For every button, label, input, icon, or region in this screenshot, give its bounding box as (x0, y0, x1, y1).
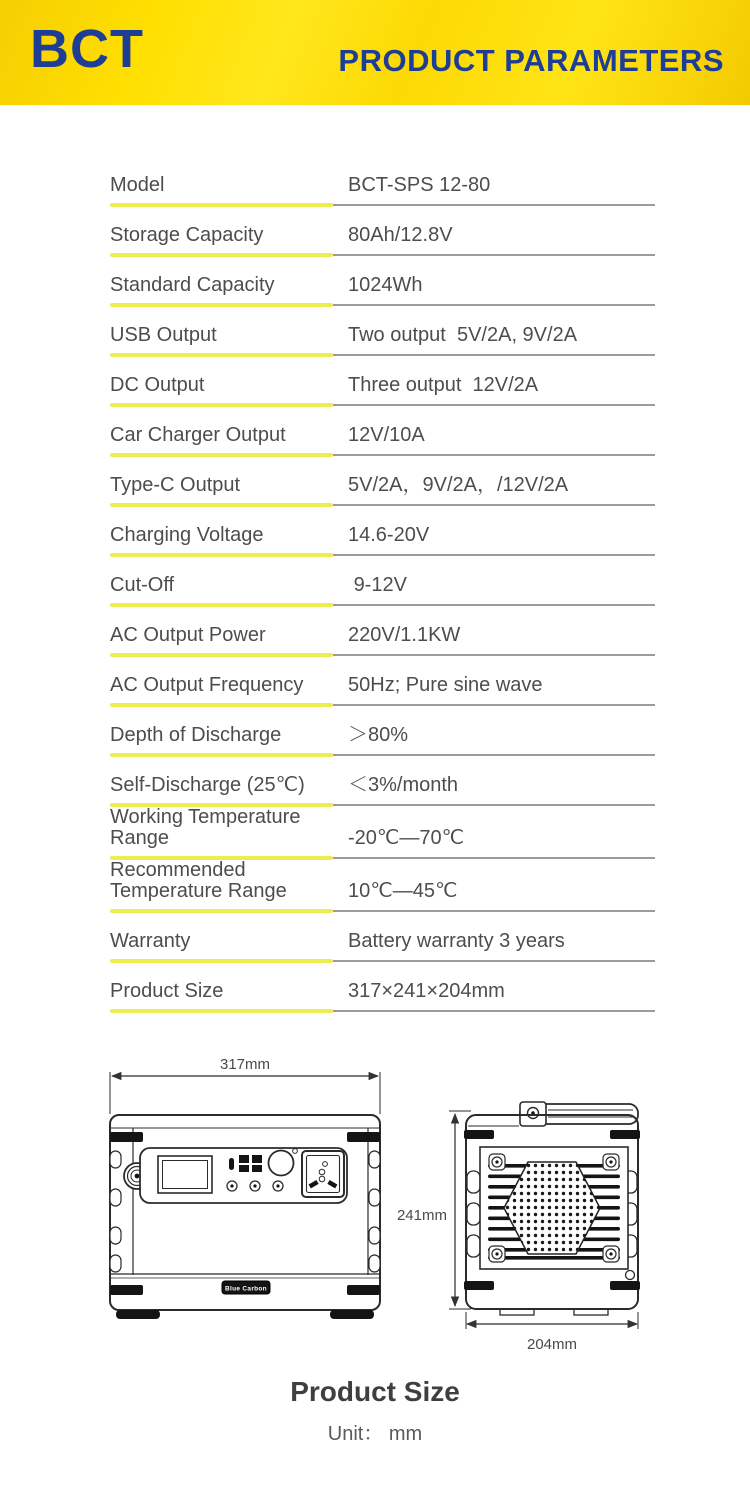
spec-value: 5V/2A，9V/2A，/12V/2A (348, 474, 569, 496)
underline-gray-segment (333, 857, 655, 859)
spec-row (110, 257, 655, 307)
spec-row (110, 860, 655, 913)
spec-row (110, 913, 655, 963)
spec-label: Type-C Output (110, 474, 241, 496)
underline-gray-segment (333, 804, 655, 806)
spec-value: Three output 12V/2A (348, 374, 539, 396)
spec-label: Warranty (110, 930, 191, 952)
spec-table (110, 105, 655, 1013)
underline-gray-segment (333, 554, 655, 556)
underline-gray-segment (333, 254, 655, 256)
product-size-title: Product Size (290, 1376, 460, 1407)
spec-row (110, 157, 655, 207)
footer (0, 1376, 750, 1446)
spec-row (110, 963, 655, 1013)
spec-row (110, 207, 655, 257)
spec-value: 50Hz; Pure sine wave (348, 674, 543, 696)
side-depth-dimension-label: 204mm (526, 1336, 578, 1353)
spec-label: Cut-Off (110, 574, 175, 596)
spec-value: 1024Wh (348, 274, 423, 296)
spec-row (110, 507, 655, 557)
spec-label: Product Size (110, 980, 224, 1002)
spec-value: 317×241×204mm (348, 980, 505, 1002)
spec-value: BCT-SPS 12-80 (348, 174, 491, 196)
spec-label: Recommended Temperature Range (110, 859, 287, 902)
spec-value: Battery warranty 3 years (348, 930, 565, 952)
front-view-drawing (110, 1056, 380, 1319)
underline-yellow-segment (110, 1009, 333, 1013)
spec-value: 10℃—45℃ (348, 880, 458, 902)
spec-row (110, 807, 655, 860)
front-foot (116, 1310, 160, 1319)
spec-label: Model (110, 174, 165, 196)
row-underline (110, 1009, 655, 1013)
brand-badge-label: Blue Carbon (225, 1285, 267, 1293)
spec-label: Charging Voltage (110, 524, 264, 546)
spec-label: USB Output (110, 324, 217, 346)
spec-label: Standard Capacity (110, 274, 275, 296)
underline-gray-segment (333, 654, 655, 656)
underline-gray-segment (333, 704, 655, 706)
unit-label: Unit： mm (327, 1423, 423, 1445)
underline-gray-segment (333, 454, 655, 456)
spec-row (110, 757, 655, 807)
side-height-dimension-label: 241mm (396, 1207, 447, 1224)
spec-row (110, 457, 655, 507)
brand-logo: BCT (30, 18, 144, 79)
underline-gray-segment (333, 1010, 655, 1012)
spec-label: Car Charger Output (110, 424, 286, 446)
spec-value: 80Ah/12.8V (348, 224, 453, 246)
spec-value: 12V/10A (348, 424, 425, 446)
underline-gray-segment (333, 204, 655, 206)
underline-gray-segment (333, 960, 655, 962)
spec-value: 14.6-20V (348, 524, 430, 546)
spec-row (110, 307, 655, 357)
spec-label: AC Output Frequency (110, 674, 304, 696)
page-header (0, 0, 750, 105)
front-width-dimension-label: 317mm (219, 1056, 271, 1073)
underline-gray-segment (333, 504, 655, 506)
spec-value: ＜3%/month (348, 774, 459, 796)
front-foot (330, 1310, 374, 1319)
spec-label: Depth of Discharge (110, 724, 282, 746)
spec-value: 9-12V (348, 574, 407, 596)
spec-row (110, 407, 655, 457)
spec-row (110, 557, 655, 607)
spec-row (110, 657, 655, 707)
spec-row (110, 707, 655, 757)
spec-row (110, 607, 655, 657)
page-title: PRODUCT PARAMETERS (338, 42, 724, 78)
underline-gray-segment (333, 604, 655, 606)
dimension-drawing-svg (0, 1033, 750, 1368)
spec-label: DC Output (110, 374, 205, 396)
underline-gray-segment (333, 910, 655, 912)
product-drawings (0, 1033, 750, 1368)
drain-hole-icon (626, 1271, 635, 1280)
underline-gray-segment (333, 304, 655, 306)
spec-value: -20℃—70℃ (348, 827, 465, 849)
underline-gray-segment (333, 354, 655, 356)
spec-value: 220V/1.1KW (348, 624, 461, 646)
underline-gray-segment (333, 754, 655, 756)
spec-value: ＞80% (348, 724, 409, 746)
spec-label: AC Output Power (110, 624, 266, 646)
spec-row (110, 357, 655, 407)
underline-gray-segment (333, 404, 655, 406)
spec-label: Working Temperature Range (110, 806, 301, 849)
spec-label: Storage Capacity (110, 224, 264, 246)
spec-value: Two output 5V/2A, 9V/2A (348, 324, 578, 346)
spec-label: Self-Discharge (25℃) (110, 774, 305, 796)
side-view-drawing (397, 1102, 640, 1353)
